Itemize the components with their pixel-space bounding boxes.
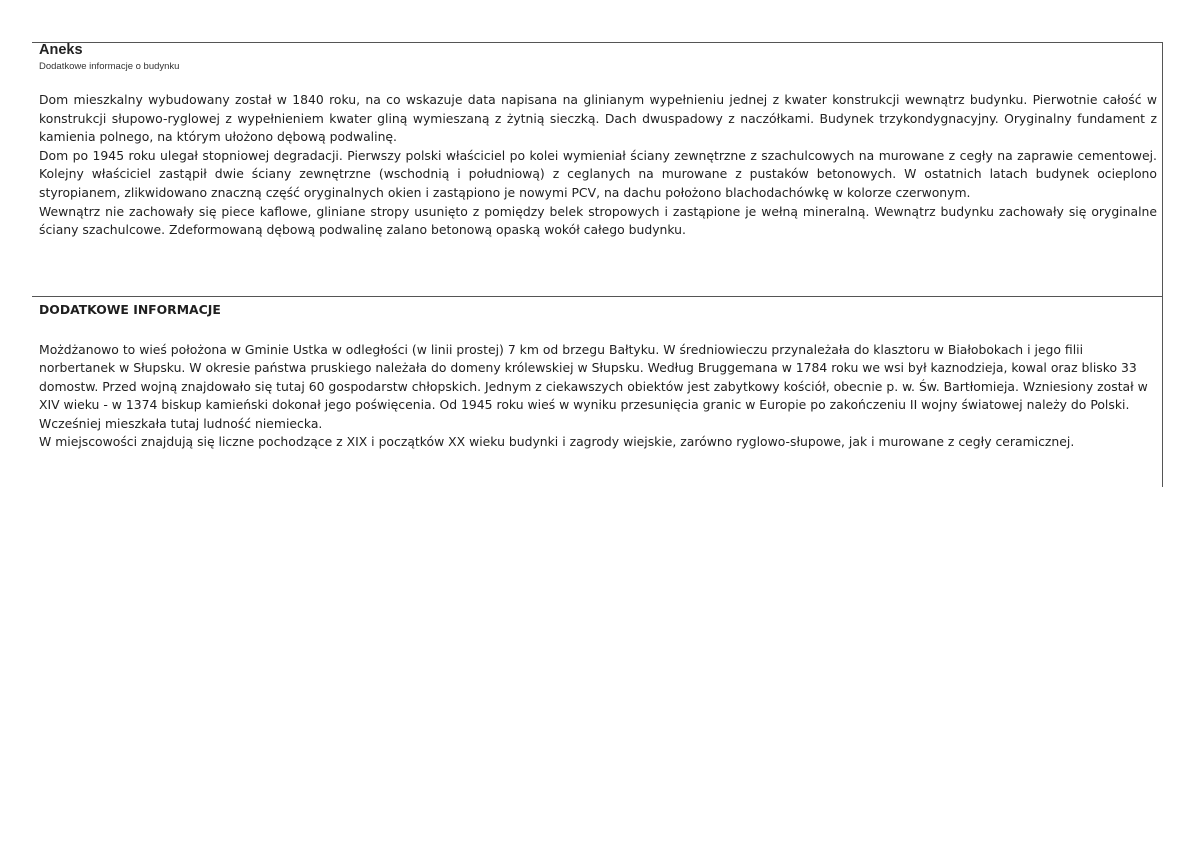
description-paragraph: Wewnątrz nie zachowały się piece kaflowe, gliniane stropy usunięto z pomiędzy belek stropowych i zastąpione je wełną mineralną. Wewnątrz budynku zachowały się oryginalne ściany szachulcowe. Zdeformowaną dębową podwalinę zalano betonową opaską wokół całego budynku.: [39, 203, 1157, 238]
description-paragraph: Dom mieszkalny wybudowany został w 1840 roku, na co wskazuje data napisana na glinianym wypełnieniu jednej z kwater konstrukcji wewnątrz budynku. Pierwotnie całość w konstrukcji słupowo-ryglowej z wypełnieniem kwater gliną wymieszaną z żytnią sieczką. Dach dwuspadowy z naczółkami. Budynek trzykondygnacyjny. Oryginalny fundament z kamienia polnego, na którym ułożono dębową podwalinę.: [39, 92, 1157, 145]
description-paragraph: Dom po 1945 roku ulegał stopniowej degradacji. Pierwszy polski właściciel po kolei wymieniał ściany zewnętrzne z szachulcowych na murowane z cegły na zaprawie cementowej. Kolejny właściciel zastąpił dwie ściany zewnętrzne (wschodnią i południową) z ceglanych na murowane z pustaków betonowych. W ostatnich latach budynek ocieplono styropianem, zlikwidowano znaczną część oryginalnych okien i zastąpiono je nowymi PCV, na dachu położono blachodachówkę w kolorze czerwonym.: [39, 147, 1157, 200]
additional-info-heading: DODATKOWE INFORMACJE: [39, 302, 221, 317]
info-paragraph: Możdżanowo to wieś położona w Gminie Ustka w odległości (w linii prostej) 7 km od brzegu Bałtyku. W średniowieczu przynależała do klasztoru w Białobokach i jego filii norbertanek w Słupsku. W okresie państwa pruskiego należała do domeny królewskiej w Słupsku. Według Bruggemana w 1784 roku we wsi był kaznodzieja, kowal oraz blisko 33 domostw. Przed wojną znajdowało się tutaj 60 gospodarstw chłopskich. Jednym z ciekawszych obiektów jest zabytkowy kościół, obecnie p. w. Św. Bartłomieja. Wzniesiony został w XIV wieku - w 1374 biskup kamieński dokonał jego poświęcenia. Od 1945 roku wieś w wyniku przesunięcia granic w Europie po zakończeniu II wojny światowej należy do Polski. Wcześniej mieszkała tutaj ludność niemiecka.: [39, 342, 1148, 431]
additional-info-text: [39, 341, 1157, 451]
info-paragraph: W miejscowości znajdują się liczne pochodzące z XIX i początków XX wieku budynki i zagrody wiejskie, zarówno ryglowo-słupowe, jak i murowane z cegły ceramicznej.: [39, 434, 1075, 450]
building-description: [39, 91, 1157, 240]
section-divider: [32, 296, 1163, 297]
page-title: Aneks: [39, 42, 83, 58]
page-subtitle: Dodatkowe informacje o budynku: [39, 61, 180, 72]
